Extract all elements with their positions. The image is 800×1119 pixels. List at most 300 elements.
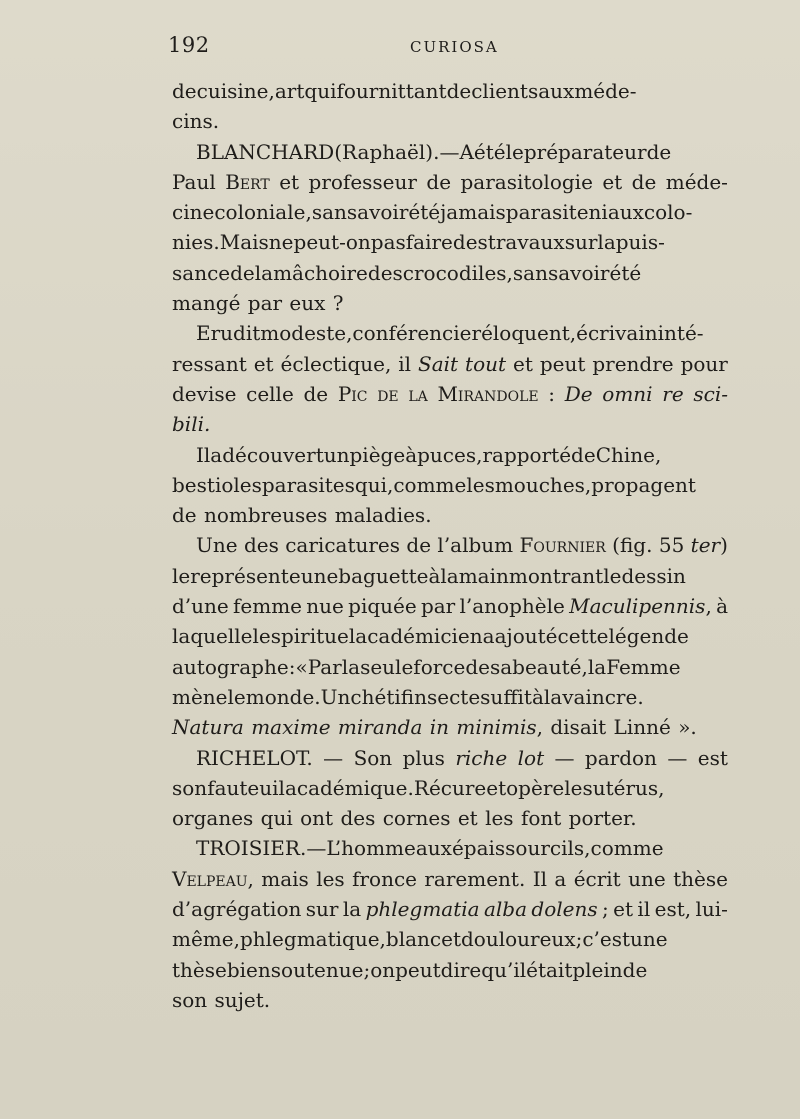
- word: aux: [415, 836, 452, 861]
- word-group: [403, 743, 445, 773]
- text-line: [172, 227, 728, 257]
- word: a: [482, 624, 495, 649]
- word: Un: [320, 684, 351, 709]
- word: seule: [360, 654, 414, 679]
- word: piège: [349, 442, 406, 467]
- space: [331, 712, 338, 742]
- word: de: [172, 503, 204, 528]
- space: [543, 712, 550, 742]
- small-caps-word: Fournier: [519, 533, 606, 558]
- word: mène: [172, 684, 228, 709]
- italic-word: De: [564, 381, 593, 406]
- word-group: [424, 864, 525, 894]
- word-group: [172, 621, 689, 651]
- word: a: [210, 442, 223, 467]
- word: art: [274, 79, 305, 103]
- word: pas: [370, 230, 406, 255]
- word-group: [343, 894, 361, 924]
- word-group: [172, 955, 647, 985]
- word-group: [172, 561, 686, 591]
- italic-word: Sait: [418, 351, 459, 376]
- text-line: [172, 803, 728, 833]
- word: cette: [557, 624, 609, 649]
- word: utérus,: [592, 775, 665, 800]
- word: les: [316, 866, 345, 891]
- word: la: [342, 897, 362, 922]
- text-line: [172, 318, 728, 348]
- word: puces,: [417, 442, 483, 467]
- word-group: [279, 167, 299, 197]
- word: fournit: [336, 79, 406, 103]
- word: autographe: [172, 654, 289, 679]
- word: ;: [602, 897, 609, 922]
- word: et: [457, 806, 486, 831]
- word: Il: [196, 442, 211, 467]
- word: aux: [607, 200, 644, 225]
- word-group: [632, 167, 657, 197]
- word-group: [628, 864, 666, 894]
- word-group: [437, 530, 513, 560]
- word: cornes: [382, 806, 458, 831]
- word: (fig.: [612, 533, 653, 558]
- word: est,: [654, 897, 692, 922]
- word: ajouté: [494, 624, 558, 649]
- word: monde.: [245, 684, 321, 709]
- word: ne: [268, 230, 294, 255]
- text-line: [172, 894, 728, 924]
- italic-word: Maculipennis: [569, 594, 706, 619]
- word-group: [574, 864, 621, 894]
- word: puis-: [615, 230, 665, 255]
- space: [244, 712, 251, 742]
- text-line: [172, 743, 728, 773]
- word-group: [565, 379, 593, 409]
- word: thèse: [172, 957, 227, 982]
- word-group: [592, 349, 673, 379]
- word-group: [261, 864, 309, 894]
- word: Chine,: [595, 442, 662, 467]
- word: la: [543, 684, 563, 709]
- word: le: [252, 624, 271, 649]
- word-group: [673, 864, 728, 894]
- word: peut: [395, 957, 441, 982]
- word: il: [398, 351, 412, 376]
- word-group: [554, 864, 566, 894]
- word: devise: [172, 381, 237, 406]
- word-group: [518, 743, 544, 773]
- word-group: [540, 349, 586, 379]
- word: comme: [393, 472, 467, 497]
- word-group: [426, 167, 451, 197]
- word: cine: [172, 200, 215, 225]
- word: le: [603, 563, 622, 588]
- word: fronce: [352, 866, 417, 891]
- word: par: [420, 594, 456, 619]
- word: organes: [172, 806, 261, 831]
- word: rapporté: [482, 442, 572, 467]
- word: pardon: [584, 745, 657, 770]
- word: académique.: [284, 775, 414, 800]
- word: ,: [536, 715, 543, 740]
- word: :: [288, 654, 296, 679]
- word: à: [405, 442, 418, 467]
- word-group: [316, 864, 345, 894]
- word: académicien: [355, 624, 483, 649]
- word: ressant: [172, 351, 247, 376]
- word-group: [172, 258, 641, 288]
- word: découvert: [222, 442, 324, 467]
- word: son: [172, 775, 208, 800]
- italic-word: in: [429, 715, 450, 740]
- word: de: [571, 442, 596, 467]
- word-group: [172, 167, 216, 197]
- word-group: [460, 167, 592, 197]
- word: épais: [451, 836, 506, 861]
- word-group: [377, 379, 398, 409]
- word-group: [520, 530, 606, 560]
- word: opère: [506, 775, 565, 800]
- word: écrivain: [576, 321, 658, 346]
- word: fauteuil: [207, 775, 285, 800]
- word: la: [587, 654, 607, 679]
- word: de: [303, 381, 329, 406]
- word-group: [418, 349, 458, 379]
- italic-word: dolens: [531, 897, 598, 922]
- italic-word: sci-: [693, 381, 728, 406]
- word-group: [667, 743, 687, 773]
- word-group: [555, 743, 575, 773]
- word: thèse: [673, 866, 728, 891]
- word: sans: [512, 260, 559, 285]
- word: TROISIER.: [196, 836, 307, 861]
- text-line: [172, 864, 728, 894]
- word: baguette: [338, 563, 429, 588]
- word: porter.: [568, 806, 637, 831]
- running-title: CURIOSA: [410, 38, 499, 56]
- word: avoir: [357, 200, 409, 225]
- word: propagent: [591, 472, 696, 497]
- word: laquelle: [172, 624, 253, 649]
- word-group: [172, 227, 665, 257]
- word-group: [172, 591, 229, 621]
- word-group: [172, 864, 254, 894]
- word: la: [254, 260, 274, 285]
- word: éclectique,: [280, 351, 392, 376]
- text-line: [172, 409, 728, 439]
- word: de: [646, 139, 672, 164]
- word: suffit: [480, 684, 532, 709]
- space: [449, 712, 456, 742]
- word: insecte: [414, 684, 481, 709]
- small-caps-word: Pic: [337, 381, 368, 406]
- word: peut: [539, 351, 586, 376]
- word-group: [172, 379, 236, 409]
- small-caps-word: Velpeau: [172, 866, 248, 891]
- word: pour: [680, 351, 728, 376]
- word: préparateur: [523, 139, 647, 164]
- word: de: [426, 169, 452, 194]
- italic-word: bili.: [172, 412, 211, 437]
- text-line: [172, 833, 728, 863]
- word: le: [227, 684, 246, 709]
- word: on: [370, 957, 396, 982]
- word: de: [631, 169, 657, 194]
- word-group: [172, 924, 668, 954]
- word: comme: [590, 836, 664, 861]
- word-group: [172, 349, 247, 379]
- word: la: [341, 654, 361, 679]
- word: maladies.: [334, 503, 432, 528]
- word: qui: [304, 79, 337, 103]
- word: —: [323, 745, 344, 770]
- text-line: [172, 985, 728, 1015]
- word: était: [526, 957, 573, 982]
- word: de: [172, 79, 197, 103]
- word: sa: [489, 654, 513, 679]
- word: été: [473, 139, 506, 164]
- word-group: [513, 349, 533, 379]
- word: Son: [353, 745, 393, 770]
- word-group: [303, 379, 328, 409]
- word-group: [172, 773, 665, 803]
- italic-word: lot: [517, 745, 545, 770]
- space: [422, 712, 429, 742]
- italic-word: ter: [690, 533, 721, 558]
- word: L’homme: [326, 836, 416, 861]
- word: par: [247, 291, 290, 316]
- text-line: [172, 288, 728, 318]
- word-group: [196, 137, 671, 167]
- small-caps-word: Mirandole: [437, 381, 539, 406]
- word-group: [225, 167, 270, 197]
- text-line: [172, 197, 728, 227]
- text-line: [172, 349, 728, 379]
- word-group: [696, 894, 728, 924]
- word: main: [458, 563, 509, 588]
- word: —: [306, 836, 327, 861]
- word: clients: [471, 79, 539, 103]
- word: à: [428, 563, 441, 588]
- italic-word: phlegmatia: [365, 897, 480, 922]
- text-line: [172, 167, 728, 197]
- italic-word: tout: [465, 351, 507, 376]
- word-group: [338, 379, 368, 409]
- word: —: [554, 745, 575, 770]
- word: nies.: [172, 230, 220, 255]
- word: blanc: [385, 927, 442, 952]
- word-group: [172, 197, 692, 227]
- word-group: [281, 349, 392, 379]
- word-group: [196, 530, 238, 560]
- word-group: [681, 349, 728, 379]
- word: qui,: [354, 472, 394, 497]
- word: aux: [538, 79, 575, 103]
- text-line: [172, 500, 728, 530]
- word: de: [622, 957, 648, 982]
- word: une: [630, 927, 668, 952]
- word-group: [569, 591, 712, 621]
- word: celle: [246, 381, 294, 406]
- word-group: [352, 864, 417, 894]
- word: mangé: [172, 291, 248, 316]
- word-group: [602, 167, 622, 197]
- word: montrant: [508, 563, 604, 588]
- word: parasite: [505, 200, 589, 225]
- word: crocodiles,: [402, 260, 513, 285]
- word: disait: [550, 715, 607, 740]
- word: femme: [233, 594, 303, 619]
- word-group: [172, 470, 696, 500]
- word: des: [452, 230, 488, 255]
- word: a: [554, 866, 567, 891]
- word-group: [662, 379, 683, 409]
- text-line: [172, 258, 728, 288]
- word-group: [233, 591, 302, 621]
- word: la: [440, 563, 459, 588]
- text-line: [172, 652, 728, 682]
- word: chétif: [350, 684, 415, 709]
- word: écrit: [573, 866, 621, 891]
- word: Femme: [606, 654, 681, 679]
- word: Une: [196, 533, 238, 558]
- word-group: [354, 743, 393, 773]
- small-caps-word: de: [377, 381, 399, 406]
- word-group: [637, 894, 650, 924]
- text-line: [172, 621, 728, 651]
- italic-word: miranda: [337, 715, 423, 740]
- word: d’une: [172, 594, 229, 619]
- word-group: [196, 743, 313, 773]
- word: mâchoire: [273, 260, 368, 285]
- word: ont: [300, 806, 341, 831]
- word: vaincre.: [562, 684, 644, 709]
- word-group: [602, 894, 609, 924]
- word: méde-: [574, 79, 637, 103]
- word: prendre: [592, 351, 674, 376]
- word: conférencier: [352, 321, 482, 346]
- word: jamais: [440, 200, 506, 225]
- text-line: [172, 379, 728, 409]
- word: de: [465, 654, 490, 679]
- word: le: [505, 139, 524, 164]
- word-group: [612, 530, 652, 560]
- word: Par: [307, 654, 342, 679]
- word-group: [348, 591, 417, 621]
- word-group: [196, 318, 704, 348]
- word: tant: [405, 79, 447, 103]
- word: force: [413, 654, 466, 679]
- word-group: [602, 379, 652, 409]
- word-group: [306, 894, 339, 924]
- word: qui: [260, 806, 301, 831]
- word-group: [548, 379, 555, 409]
- word: BLANCHARD: [196, 139, 335, 164]
- word-group: [613, 894, 633, 924]
- word: —: [667, 745, 688, 770]
- word: une: [300, 563, 339, 588]
- word: d’agrégation: [172, 897, 302, 922]
- word: et: [602, 169, 623, 194]
- text-line: [172, 106, 728, 136]
- word: de: [446, 79, 472, 103]
- word: font: [520, 806, 569, 831]
- word: modeste,: [260, 321, 353, 346]
- word-group: [408, 379, 427, 409]
- word: les: [564, 775, 593, 800]
- word-group: [285, 530, 400, 560]
- text-line: [172, 470, 728, 500]
- word: :: [548, 381, 556, 406]
- word: est: [697, 745, 728, 770]
- word: Erudit: [196, 321, 261, 346]
- word-group: [533, 864, 547, 894]
- word: représente: [190, 563, 301, 588]
- space: [606, 712, 613, 742]
- word: c’est: [582, 927, 631, 952]
- word: méde-: [665, 169, 728, 194]
- word: travaux: [487, 230, 565, 255]
- word-group: [172, 682, 644, 712]
- word-group: [196, 833, 664, 863]
- word-group: [309, 167, 417, 197]
- word: été: [609, 260, 642, 285]
- word-group: [484, 894, 527, 924]
- word: Il: [532, 866, 547, 891]
- word: lui-: [695, 897, 728, 922]
- word: inté-: [657, 321, 704, 346]
- word-group: [172, 652, 681, 682]
- word: le: [172, 563, 191, 588]
- word-group: [172, 76, 637, 106]
- word-group: [455, 743, 507, 773]
- word: Linné: [613, 715, 671, 740]
- word: peut-on: [293, 230, 371, 255]
- word-group: [693, 379, 728, 409]
- word: professeur: [308, 169, 417, 194]
- text-line: [172, 137, 728, 167]
- word: rarement.: [424, 866, 526, 891]
- word-group: [531, 894, 597, 924]
- word: sujet.: [214, 987, 271, 1012]
- word: sur: [305, 897, 339, 922]
- word: phlegmatique,: [239, 927, 386, 952]
- word-group: [246, 379, 294, 409]
- word: éloquent,: [481, 321, 577, 346]
- text-line: [172, 530, 728, 560]
- word: dessin: [621, 563, 686, 588]
- word: coloniale,: [214, 200, 312, 225]
- text-line: [172, 712, 728, 742]
- word: spirituel: [270, 624, 356, 649]
- word: piquée: [348, 594, 417, 619]
- word: de: [230, 260, 255, 285]
- word: sourcils,: [505, 836, 591, 861]
- word: sur: [564, 230, 598, 255]
- word: et: [613, 897, 634, 922]
- word: il: [637, 897, 651, 922]
- text-line: [172, 561, 728, 591]
- word: faire: [405, 230, 453, 255]
- word: beauté,: [512, 654, 588, 679]
- italic-word: Natura: [172, 715, 244, 740]
- italic-word: omni: [602, 381, 653, 406]
- word: sans: [311, 200, 358, 225]
- small-caps-word: Bert: [225, 169, 270, 194]
- word: des: [243, 533, 279, 558]
- word: plein: [572, 957, 623, 982]
- word-group: [666, 167, 728, 197]
- word: caricatures: [285, 533, 401, 558]
